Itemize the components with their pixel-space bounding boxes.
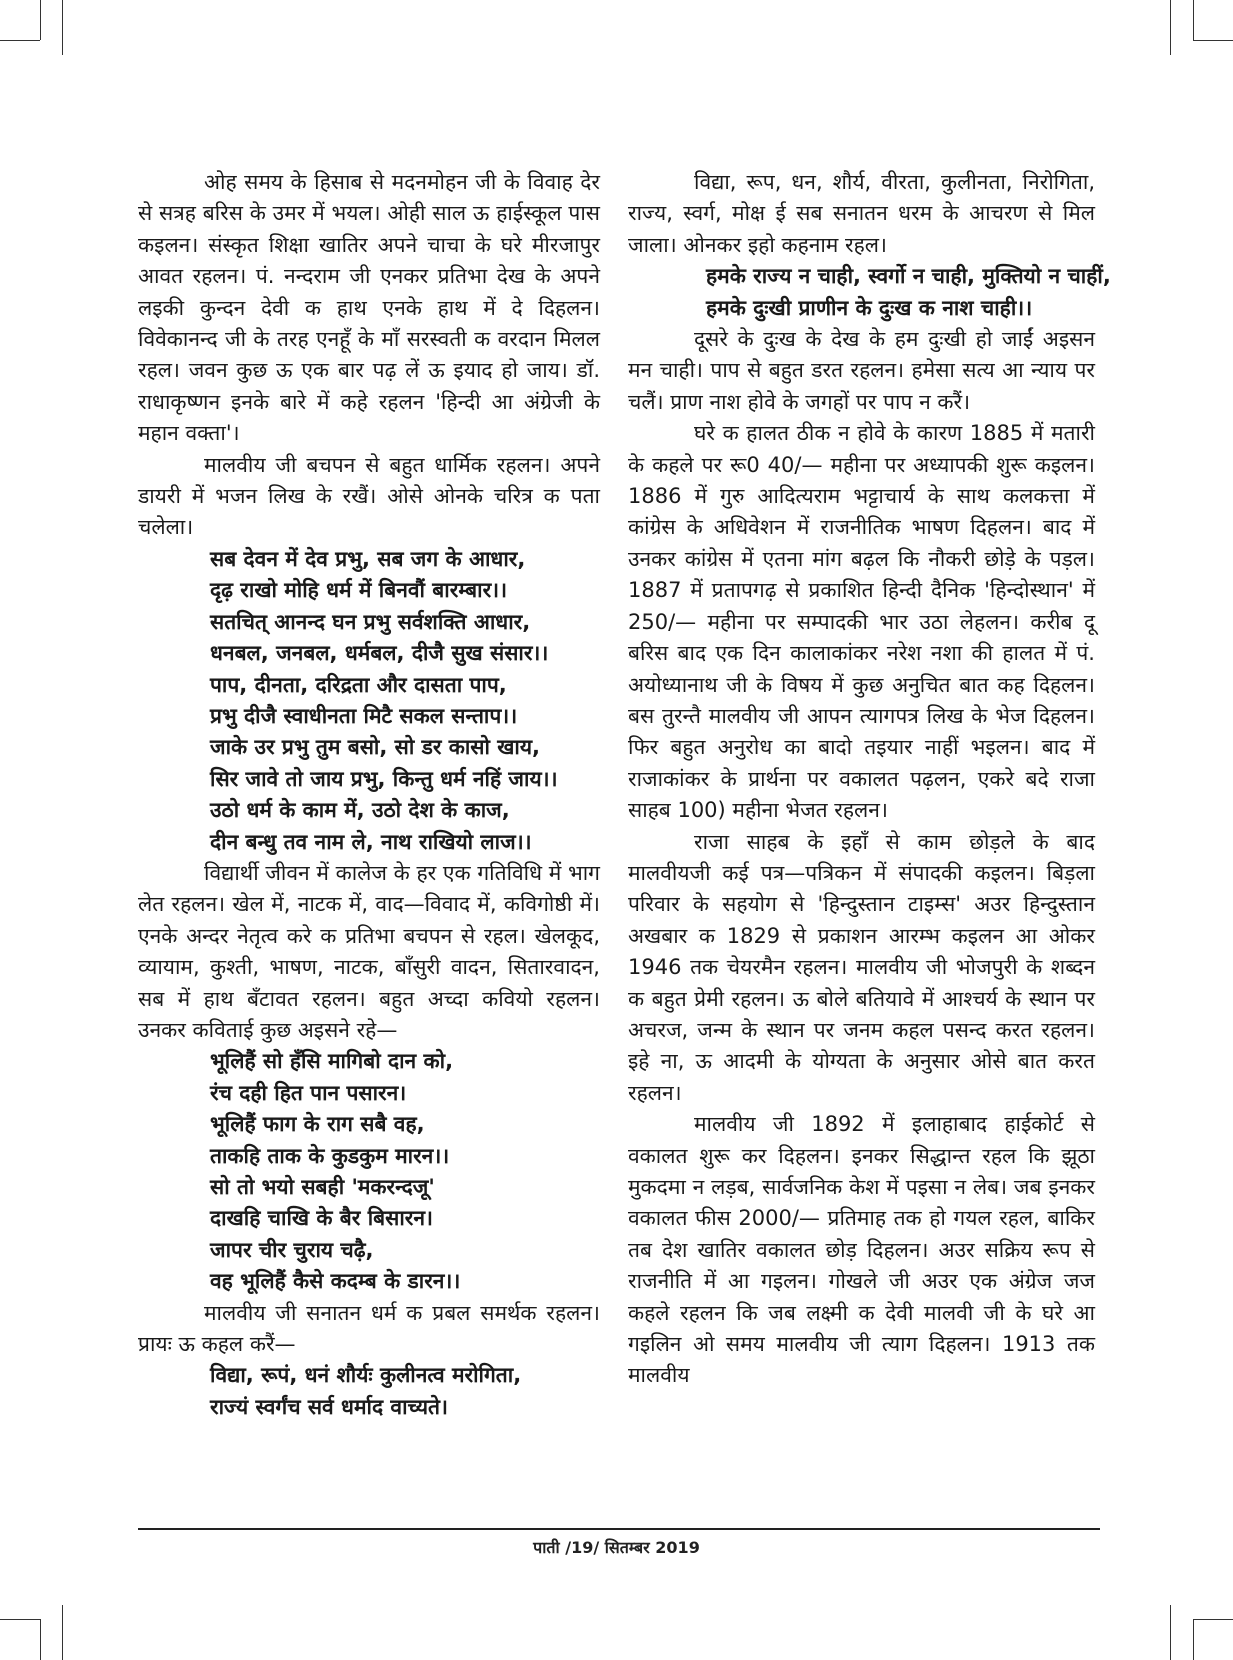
verse-line: सो तो भयो सबही 'मकरन्दजू' bbox=[210, 1175, 435, 1199]
paragraph: मालवीय जी सनातन धर्म क प्रबल समर्थक रहलन। प्रायः ऊ कहल करैं— bbox=[138, 1300, 600, 1357]
verse-line: दृढ़ राखो मोहि धर्म में बिनवौं बारम्बार।। bbox=[210, 578, 508, 603]
page-footer: पाती /19/ सितम्बर 2019 bbox=[533, 1538, 700, 1557]
crop-mark bbox=[1193, 1619, 1194, 1660]
paragraph: घरे क हालत ठीक न होवे के कारण 1885 में मतारी के कहले पर रू0 40/— महीना पर अध्यापकी शुरू कइलन। 1886 में गुरु आदित्यराम भट्टाचार्य के साथ कलकत्ता में कांग्रेस के अधिवेशन में राजनीतिक भाषण दिहलन। बाद में उनकर कांग्रेस में एतना मांग बढ़ल कि नौकरी छोड़े के पड़ल। 1887 में प्रतापगढ़ से प्रकाशित हिन्दी दैनिक 'हिन्दोस्थान' में 250/— महीना पर सम्पादकी भार उठा लेहलन। करीब दू बरिस बाद एक दिन कालाकांकर नरेश नशा की हालत में पं. अयोध्यानाथ जी के विषय में कुछ अनुचित बात कह दिहलन। बस तुरन्तै मालवीय जी आपन त्यागपत्र लिख के भेज दिहलन। फिर बहुत अनुरोध का बादो तइयार नाहीं भइलन। बाद में राजाकांकर के प्रार्थना पर वकालत पढ़लन, एकरे बदे राजा साहब 100) महीना भेजत रहलन। bbox=[628, 421, 1095, 823]
verse-line: वह भूलिहैं कैसे कदम्ब के डारन।। bbox=[210, 1269, 461, 1294]
crop-mark bbox=[0, 1619, 40, 1620]
verse-line: दीन बन्धु तव नाम ले, नाथ राखियो लाज।। bbox=[210, 829, 532, 854]
paragraph: विद्यार्थी जीवन में कालेज के हर एक गतिविधि में भाग लेत रहलन। खेल में, नाटक में, वाद—विवाद में, कविगोष्ठी में। एनके अन्दर नेतृत्व करे क प्रतिभा बचपन से रहल। खेलकूद, व्यायाम, कुश्ती, भाषण, नाटक, बाँसुरी वादन, सितारवादन, सब में हाथ बँटावत रहलन। बहुत अच्दा कवियो रहलन। उनकर कविताई कुछ अइसने रहे— bbox=[138, 860, 600, 1042]
paragraph: मालवीय जी बचपन से बहुत धार्मिक रहलन। अपने डायरी में भजन लिख के रखैं। ओसे ओनके चरित्र क पता चलेला। bbox=[138, 452, 600, 540]
verse-line: राज्यं स्वर्गंच सर्व धर्माद वाच्यते। bbox=[210, 1394, 448, 1419]
verse-line: रंच दही हित पान पसारन। bbox=[210, 1080, 407, 1105]
paragraph: ओह समय के हिसाब से मदनमोहन जी के विवाह देर से सत्रह बरिस के उमर में भयल। ओही साल ऊ हाईस्कूल पास कइलन। संस्कृत शिक्षा खातिर अपने चाचा के घरे मीरजापुर आवत रहलन। पं. नन्दराम जी एनकर प्रतिभा देख के अपने लइकी कुन्दन देवी क हाथ एनके हाथ में दे दिहलन। विवेकानन्द जी के तरह एनहूँ के माँ सरस्वती क वरदान मिलल रहल। जवन कुछ ऊ एक बार पढ़ लें ऊ इयाद हो जाय। डॉ. राधाकृष्णन इनके बारे में कहे रहलन 'हिन्दी आ अंग्रेजी के महान वक्ता'। bbox=[138, 170, 600, 446]
verse-line: सतचित् आनन्द घन प्रभु सर्वशक्ति आधार, bbox=[210, 609, 531, 634]
crop-mark bbox=[1193, 40, 1233, 41]
paragraph: दूसरे के दुःख के देख के हम दुःखी हो जाईं अइसन मन चाही। पाप से बहुत डरत रहलन। हमेसा सत्य आ न्याय पर चलैं। प्राण नाश होवे के जगहों पर पाप न करैं। bbox=[628, 327, 1095, 414]
verse-line: सिर जावे तो जाय प्रभु, किन्तु धर्म नहिं जाय।। bbox=[210, 766, 558, 791]
verse-line: धनबल, जनबल, धर्मबल, दीजै सुख संसार।। bbox=[210, 641, 549, 666]
crop-mark bbox=[0, 40, 40, 41]
verse-line: हमके राज्य न चाही, स्वर्गो न चाही, मुक्तियो न चाहीं, bbox=[706, 264, 1111, 289]
verse-line: प्रभु दीजै स्वाधीनता मिटै सकल सन्ताप।। bbox=[210, 703, 518, 728]
verse-line: पाप, दीनता, दरिद्रता और दासता पाप, bbox=[210, 672, 507, 697]
verse-line: उठो धर्म के काम में, उठो देश के काज, bbox=[210, 798, 510, 823]
crop-mark bbox=[1193, 0, 1194, 40]
crop-mark bbox=[1170, 0, 1171, 55]
verse-line: दाखहि चाखि के बैर बिसारन। bbox=[210, 1206, 433, 1231]
right-column bbox=[628, 167, 1111, 1392]
crop-mark bbox=[1193, 1619, 1233, 1620]
verse-line: भूलिहैं फाग के राग सबै वह, bbox=[210, 1112, 425, 1137]
crop-mark bbox=[40, 0, 41, 40]
verse-line: सब देवन में देव प्रभु, सब जग के आधार, bbox=[210, 546, 526, 571]
crop-mark bbox=[62, 0, 63, 55]
footer-rule bbox=[138, 1528, 1100, 1530]
verse-line: जापर चीर चुराय चढ़ै, bbox=[210, 1237, 374, 1262]
crop-mark bbox=[40, 1619, 41, 1660]
crop-mark bbox=[62, 1605, 63, 1660]
verse-line: जाके उर प्रभु तुम बसो, सो डर कासो खाय, bbox=[210, 735, 541, 760]
paragraph: मालवीय जी 1892 में इलाहाबाद हाईकोर्ट से वकालत शुरू कर दिहलन। इनकर सिद्धान्त रहल कि झूठा मुकदमा न लड़ब, सार्वजनिक केश में पइसा न लेब। जब इनकर वकालत फीस 2000/— प्रतिमाह तक हो गयल रहल, बाकिर तब देश खातिर वकालत छोड़ दिहलन। अउर सक्रिय रूप से राजनीति में आ गइलन। गोखले जी अउर एक अंग्रेज जज कहले रहलन कि जब लक्ष्मी क देवी मालवी जी के घरे आ गइलिन ओ समय मालवीय जी त्याग दिहलन। 1913 तक मालवीय bbox=[628, 1112, 1095, 1388]
paragraph: राजा साहब के इहाँ से काम छोड़ले के बाद मालवीयजी कई पत्र—पत्रिकन में संपादकी कइलन। बिड़ला परिवार के सहयोग से 'हिन्दुस्तान टाइम्स' अउर हिन्दुस्तान अखबार क 1829 से प्रकाशन आरम्भ कइलन आ ओकर 1946 तक चेयरमैन रहलन। मालवीय जी भोजपुरी के शब्दन क बहुत प्रेमी रहलन। ऊ बोले बतियावे में आश्चर्य के स्थान पर अचरज, जन्म के स्थान पर जनम कहल पसन्द करत रहलन। इहे ना, ऊ आदमी के योग्यता के अनुसार ओसे बात करत रहलन। bbox=[628, 829, 1095, 1105]
verse-line: हमके दुःखी प्राणीन के दुःख क नाश चाही।। bbox=[706, 295, 1033, 320]
left-column bbox=[138, 167, 600, 1423]
verse-line: भूलिहैं सो हँसि मागिबो दान को, bbox=[210, 1049, 454, 1074]
paragraph: विद्या, रूप, धन, शौर्य, वीरता, कुलीनता, निरोगिता, राज्य, स्वर्ग, मोक्ष ई सब सनातन धरम के आचरण से मिल जाला। ओनकर इहो कहनाम रहल। bbox=[628, 170, 1095, 257]
verse-line: ताकहि ताक के कुडकुम मारन।। bbox=[210, 1143, 450, 1168]
crop-mark bbox=[1170, 1605, 1171, 1660]
verse-line: विद्या, रूपं, धनं शौर्यः कुलीनत्व मरोगिता, bbox=[210, 1363, 522, 1388]
